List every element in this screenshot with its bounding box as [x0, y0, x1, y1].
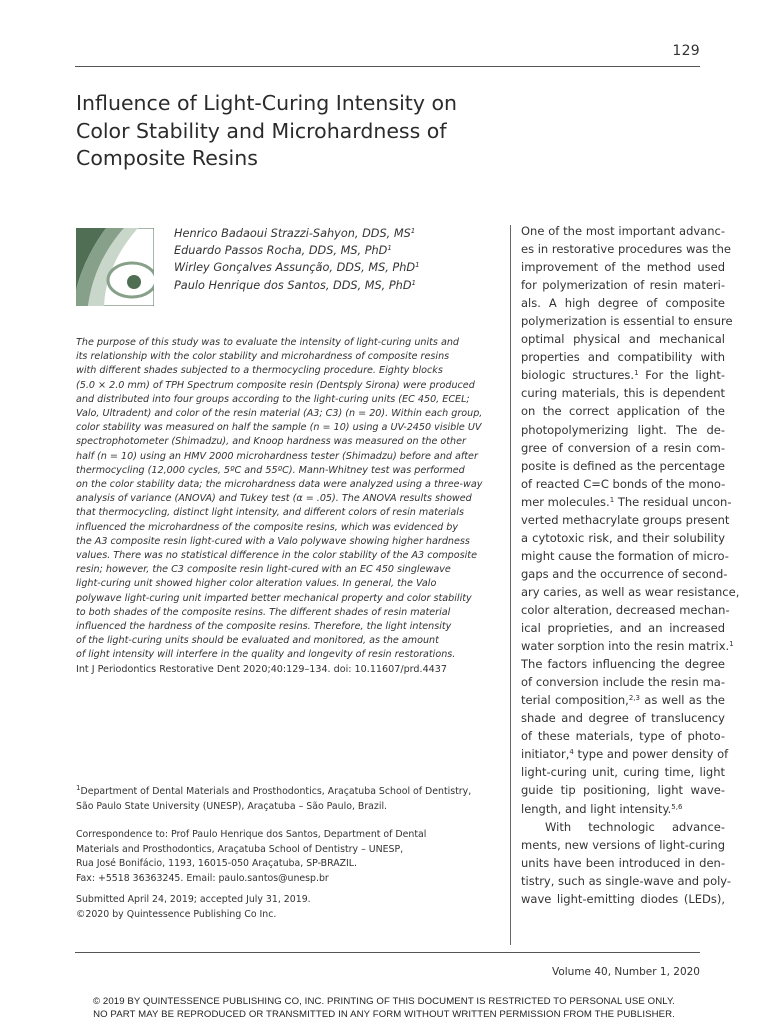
body-line: ments, new versions of light-curing [521, 837, 725, 852]
dates-line: Submitted April 24, 2019; accepted July 31, 2019. [76, 894, 311, 905]
abstract-line: (5.0 × 2.0 mm) of TPH Spectrum composite resin (Dentsply Sirona) were produced [76, 379, 475, 391]
body-line: water sorption into the resin matrix.$^1$ [521, 639, 734, 654]
reference-superscript: 1 [634, 369, 639, 378]
abstract-line: of the light-curing units should be evaluated and monitored, as the amount [76, 635, 439, 647]
reference-superscript: 1 [729, 640, 734, 649]
author: Eduardo Passos Rocha, DDS, MS, PhD$^1$ [174, 244, 392, 258]
body-line: verted methacrylate groups present [521, 512, 730, 527]
footer-rule [75, 952, 700, 953]
copyright-notice [0, 995, 768, 1021]
body-line: guide tip positioning, light wave- [521, 783, 725, 798]
abstract-line: thermocycling (12,000 cycles, 5ºC and 55ºC). Mann-Whitney test was performed [76, 464, 465, 476]
body-line: improvement of the method used [521, 260, 725, 275]
author: Henrico Badaoui Strazzi-Sahyon, DDS, $MS^1$ [174, 227, 416, 240]
reference-superscript: 4 [569, 748, 574, 757]
abstract [76, 336, 506, 677]
body-line: posite is defined as the percentage [521, 458, 725, 473]
body-line: gree of conversion of a resin com- [521, 440, 725, 455]
body-line: wave light-emitting diodes (LEDs), [521, 891, 725, 906]
body-line: of conversion include the resin ma- [521, 675, 725, 690]
body-line: tistry, such as single-wave and poly- [521, 873, 732, 888]
abstract-line: Valo, Ultradent) and color of the resin material (A3; C3) (n = 20). Within each group, [76, 408, 483, 420]
correspondence-line: Fax: +5518 36363245. Email: paulo.santos@unesp.br [76, 872, 329, 884]
body-line: units have been introduced in den- [521, 855, 725, 870]
abstract-line: values. There was no statistical difference in the color stability of the A3 composite [76, 550, 477, 562]
body-line: als. A high degree of composite [521, 296, 725, 311]
body-line: photopolymerizing light. The de- [521, 422, 725, 437]
affiliation-line: $^1$Department of Dental Materials and Prosthodontics, Araçatuba School of Dentistry, [76, 784, 472, 797]
page-number: 129 [672, 43, 700, 59]
abstract-line: its relationship with the color stability and microhardness of composite resins [76, 351, 450, 363]
article-title [76, 90, 556, 173]
reference-superscript: 1 [609, 495, 615, 504]
author: Wirley Gonçalves Assunção, DDS, MS, PhD$^1$ [174, 261, 420, 275]
abstract-line: of light intensity will interfere in the quality and longevity of resin restorations. [76, 649, 456, 661]
abstract-line: The purpose of this study was to evaluate the intensity of light-curing units and [76, 337, 460, 348]
abstract-line: light-curing unit showed higher color alteration values. In general, the Valo [76, 578, 437, 590]
title-line: Color Stability and Microhardness of [76, 118, 447, 143]
body-line: ary caries, as well as wear resistance, [521, 584, 740, 599]
abstract-line: with different shades subjected to a thermocycling procedure. Eighty blocks [76, 365, 443, 377]
abstract-line: on the color stability data; the microhardness data were analyzed using a three-way [76, 479, 483, 491]
correspondence-line: Materials and Prosthodontics, Araçatuba School of Dentistry – UNESP, [76, 843, 404, 855]
author: Paulo Henrique dos Santos, DDS, MS, PhD$^1$ [174, 278, 417, 292]
body-line: light-curing unit, curing time, light [521, 765, 725, 780]
affiliation-line: São Paulo State University (UNESP), Araçatuba – São Paulo, Brazil. [76, 800, 388, 812]
volume-info: Volume 40, Number 1, 2020 [551, 966, 700, 978]
submission-dates [76, 893, 311, 922]
body-line: terial composition,$^{2,3}$ as well as the [521, 693, 725, 708]
reference-superscript: 2,3 [628, 694, 640, 703]
body-line: The factors influencing the degree [521, 657, 725, 672]
abstract-line: the A3 composite resin light-cured with a Valo polywave showing higher hardness [76, 535, 470, 547]
abstract-line: to both shades of the composite resins. The different shades of resin material [76, 606, 451, 618]
abstract-line: spectrophotometer (Shimadzu), and Knoop hardness was measured on the other [76, 436, 466, 448]
copyright-line: © 2019 BY QUINTESSENCE PUBLISHING CO, INC. PRINTING OF THIS DOCUMENT IS RESTRICTED TO PERSONAL USE ONLY. [92, 996, 676, 1007]
abstract-line: influenced the microhardness of the composite resins, which was evidenced by [76, 521, 459, 533]
body-text-column [521, 222, 740, 908]
author-list [174, 225, 420, 294]
correspondence [76, 828, 426, 886]
body-line: curing materials, this is dependent [521, 386, 725, 401]
body-line: initiator,$^4$ type and power density of [521, 747, 729, 762]
correspondence-line: Rua José Bonifácio, 1193, 16015-050 Araçatuba, SP-BRAZIL. [76, 858, 358, 869]
body-line: of these materials, type of photo- [521, 729, 725, 744]
body-line: ical proprieties, and an increased [521, 621, 725, 636]
reference-superscript: 5,6 [671, 802, 683, 811]
column-divider [510, 225, 511, 945]
body-line: One of the most important advanc- [521, 224, 725, 238]
abstract-line: that thermocycling, distinct light intensity, and different colors of resin materials [76, 507, 464, 519]
abstract-line: polywave light-curing unit imparted better mechanical property and color stability [76, 592, 472, 604]
abstract-line: color stability was measured on half the sample (n = 10) using a UV-2450 visible UV [76, 422, 482, 434]
body-line: es in restorative procedures was the [521, 242, 731, 257]
body-line: length, and light intensity.$^{5,6}$ [521, 801, 683, 816]
journal-citation: Int J Periodontics Restorative Dent 2020;40:129–134. doi: 10.11607/prd.4437 [76, 663, 447, 675]
body-line: properties and compatibility with [521, 350, 725, 365]
body-line: optimal physical and mechanical [521, 332, 725, 347]
body-line: might cause the formation of micro- [521, 548, 729, 563]
body-line: color alteration, decreased mechan- [521, 602, 730, 617]
body-line: on the correct application of the [521, 404, 725, 419]
abstract-line: resin; however, the C3 composite resin light-cured with an EC 450 singlewave [76, 564, 451, 576]
body-line: mer molecules.$^1$ The residual uncon- [521, 494, 732, 509]
body-line: biologic structures.$^1$ For the light- [521, 368, 725, 383]
header-rule [75, 66, 700, 67]
body-line: shade and degree of translucency [521, 711, 725, 726]
abstract-line: and distributed into four groups according to the light-curing units (EC 450, ECEL; [76, 393, 470, 405]
journal-logo [76, 228, 154, 306]
body-line: a cytotoxic risk, and their solubility [521, 530, 725, 545]
copyright-line: NO PART MAY BE REPRODUCED OR TRANSMITTED IN ANY FORM WITHOUT WRITTEN PERMISSION FROM THE PUBLISHER. [93, 1009, 675, 1020]
body-line: for polymerization of resin materi- [521, 278, 725, 293]
dates-line: ©2020 by Quintessence Publishing Co Inc. [76, 908, 277, 920]
title-line: Influence of Light-Curing Intensity on [76, 91, 458, 115]
body-line: of reacted C=C bonds of the mono- [521, 476, 726, 491]
body-line: gaps and the occurrence of second- [521, 566, 728, 581]
body-line: polymerization is essential to ensure [521, 314, 733, 329]
body-line: With technologic advance- [545, 819, 725, 834]
abstract-line: influenced the hardness of the composite resins. Therefore, the light intensity [76, 621, 452, 633]
affiliation [76, 785, 471, 814]
abstract-line: half (n = 10) using an HMV 2000 microhardness tester (Shimadzu) before and after [76, 450, 478, 462]
title-line: Composite Resins [76, 146, 258, 170]
logo-pupil [127, 275, 141, 289]
correspondence-line: Correspondence to: Prof Paulo Henrique dos Santos, Department of Dental [76, 829, 427, 840]
abstract-line: analysis of variance (ANOVA) and Tukey test (α = .05). The ANOVA results showed [76, 493, 472, 505]
